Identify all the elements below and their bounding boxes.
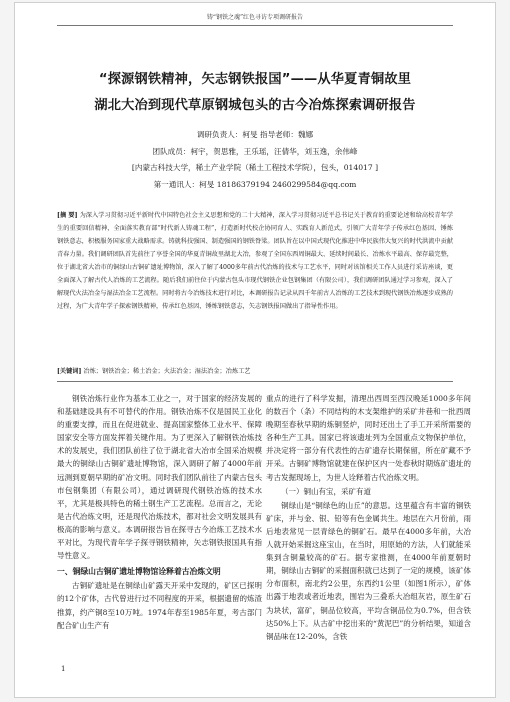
subsection-paragraph: 铜绿山是“铜绿色的山丘”的意思。这里蕴含有丰富的铜铁矿床，并与金、银、铅等有色金属共生。地层在六月份前，雨后地表常见一层青绿色的铜矿石。最早在4000多年前，大冶人就开始采掘这座宝山，在当时，用原始的方法，人们就能采集到含铜量较高的矿石。据专家推测，在4000年前夏朝时期，铜绿山古铜矿的采掘面积就已达到了一定的规模，该矿体分布面积，南北约2公里，东西约1公里（如图1所示），矿体出露于地表或者近地表，围岩为三叠系大冶组灰岩，原生矿石为块状，富矿，铜品位较高，平均含铜品位为0.7%，但含铁达50%上下。从古矿中挖出来的“黄泥巴”的分析结果，知道含铜品味在12-20%，含铁 [266, 500, 471, 641]
paper-title-line-1: “探源钢铁精神，矢志钢铁报国”——从华夏青铜故里 [98, 72, 412, 87]
corresponding-author-line: 第一通讯人：柯旻 18186379194 2460299584@qq.com [153, 180, 357, 189]
section-paragraph: 古铜矿遗址是在铜绿山矿露天开采中发现的，矿区已探明的12个矿体，古代曾进行过不同程度的开采，根据遗留的炼渣推算，约产铜8至10万吨。1974年春至1985年夏，考古部门配合矿山生产有 [57, 581, 262, 630]
paper-page [14, 2, 496, 698]
page-number: 1 [61, 665, 66, 673]
members-line: 团队成员：柯宇，贺思雅，王乐瑶，汪倩华，刘玉逸，余伟峰 [152, 147, 358, 156]
leaders-line: 调研负责人：柯旻 指导老师：魏娜 [196, 130, 314, 139]
abstract-text: 为深入学习贯彻习近平新时代中国特色社会主义思想和党的二十大精神，深入学习贯彻习近平总书记关于教育的重要论述和给高校青年学生的重要回信精神，全面落实教育部“时代新人铸魂工程”，打造新时代校企协同育人、实践育人新范式，引领广大青年学子传承红色基因、锤炼钢铁意志，积极服务国家重大战略需求。铸就科技强国、制造强国的钢铁脊梁。团队旨在以中国式现代化推进中华民族伟大复兴的时代洪流中贡献青春力量。我们调研团队首先前往了享誉全国的华夏青铜故里湖北大冶，参观了全国东西周铜最大、延续时间最长、冶炼水平最高、保存最完整，位于湖北省大冶市的铜绿山古铜矿遗址博物馆，深入了解了4000多年前古代冶炼的技术与工艺水平，同时对该馆相关工作人员进行采访座谈，更全面深入了解古代人冶炼的工艺流程。随后我们前往位于内蒙古包头市现代钢铁企业包钢集团（有限公司），我们调研团队通过学习参观，深入了解现代火法冶金与湿法冶金工艺流程。同时将古今冶炼技术进行对比，本调研报告记录从四千年前古人冶炼的工艺技术到现代钢铁冶炼逐步成熟的过程，为广大青年学子探索钢铁精神，传承红色基因，锤炼钢铁意志，矢志钢铁报国做出了指导性作用。 [57, 212, 453, 310]
paper-title-line-2: 湖北大冶到现代草原钢城包头的古今冶炼探索调研报告 [94, 98, 416, 113]
header-divider [57, 25, 453, 26]
section-heading: 一、铜绿山古铜矿遗址博物馆诠释着古冶炼文明 [57, 567, 221, 577]
intro-paragraph: 钢铁冶炼行业作为基本工业之一，对于国家的经济发展的和基础建设具有不可替代的作用。钢铁冶炼不仅是国民工业化的重要支撑，而且在促进就业、提高国家整体工业水平、保障国家安全等方面发挥着关键作用。为了更深入了解钢铁冶炼技术的发展史，我们团队前往了位于湖北省大冶市全国采冶规模最大的铜绿山古铜矿遗址博物馆，深入调研了解了4000年前远测到夏朝早期的矿冶文明。同时我们团队前往了内蒙古包头市包钢集团（有限公司），通过调研现代钢铁冶炼的技术水平，尤其是极具特色的稀土钢生产工艺流程。总而言之，无论是古代冶炼文明，还是现代冶炼技术，都对社会文明发展具有极高的影响与意义。本调研报告旨在探寻古今冶炼工艺技术水平对比，为现代青年学子探寻钢铁精神，矢志钢铁报国具有指导性意义。 [57, 394, 262, 561]
abstract-label: [摘 要] [57, 212, 78, 219]
keywords-text: 冶炼；钢铁冶金；稀土冶金；火法冶金；湿法冶金；冶炼工艺 [83, 368, 251, 375]
subsection-heading: （一）铜山有宝，采矿有道 [281, 486, 371, 496]
keywords [57, 366, 453, 375]
right-column [266, 392, 471, 643]
continued-paragraph: 重点的进行了科学发掘，清理出西周至西汉晚延1000多年间的数百个（条）不同结构的木支架维护的采矿井巷和一批西周晚期至春秋早期的炼铜竖炉，同时还出土了手工开采所需要的各种生产工具。国家已将该遗址列为全国重点文物保护单位，并决定将一部分有代表性的古矿遗存长期保留，所在矿藏不予开采。古铜矿博物馆就建在保护区内一处春秋时期炼矿遗址的考古发掘现场上，为世人诠释着古代冶炼文明。 [266, 394, 471, 482]
abstract [57, 209, 453, 363]
abstract-divider [57, 381, 453, 382]
affiliation-line: [内蒙古科技大学，稀土产业学院（稀土工程技术学院），包头，014017 ] [131, 163, 379, 172]
left-column [57, 392, 262, 632]
keywords-label: [关键词] [57, 368, 82, 375]
running-header: 铸“钢铁之魂”红色寻访专项调研报告 [206, 14, 304, 21]
